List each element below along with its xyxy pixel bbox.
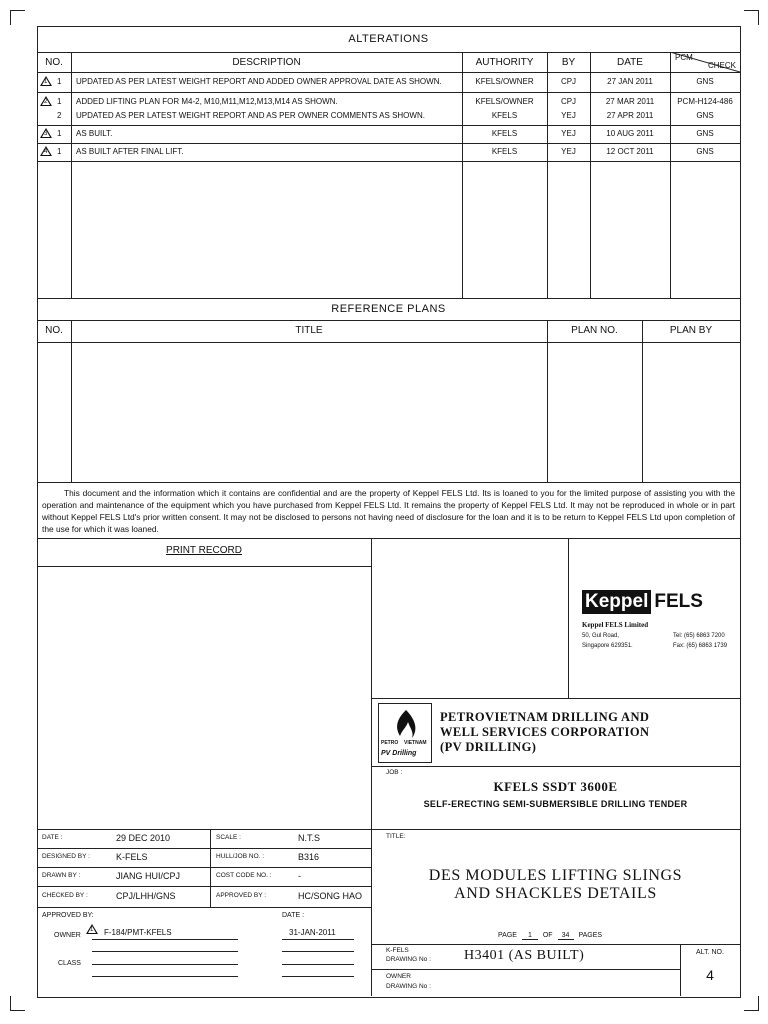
- row-description: UPDATED AS PER LATEST WEIGHT REPORT AND AS PER OWNER COMMENTS AS SHOWN.: [76, 111, 425, 120]
- owner-drawing-label2: DRAWING No :: [386, 983, 431, 990]
- crop-mark-tr: [744, 10, 759, 25]
- kfels-drawing-label1: K-FELS: [386, 947, 409, 954]
- row-no: 1: [57, 77, 62, 86]
- alterations-title: ALTERATIONS: [348, 33, 429, 45]
- client-line3: (PV DRILLING): [440, 740, 537, 754]
- job-sub: SELF-ERECTING SEMI-SUBMERSIBLE DRILLING TENDER: [423, 799, 688, 809]
- row-by: YEJ: [561, 129, 576, 138]
- crop-mark-bl: [10, 996, 25, 1011]
- alt-header-pcm: PCM: [675, 53, 693, 62]
- rev-number: 2: [44, 99, 48, 105]
- row-authority: KFELS/OWNER: [475, 77, 534, 86]
- row-authority: KFELS: [491, 147, 518, 156]
- row-date: 27 JAN 2011: [607, 77, 653, 86]
- row-authority: KFELS/OWNER: [475, 97, 534, 106]
- keppel-addr2: Singapore 629351.: [582, 643, 633, 649]
- print-record-title: PRINT RECORD: [166, 545, 242, 556]
- row-check: GNS: [696, 77, 714, 86]
- job-label: JOB :: [386, 769, 403, 776]
- approved-label: APPROVED BY :: [216, 892, 267, 899]
- row-check: GNS: [696, 129, 714, 138]
- class-label: CLASS: [58, 960, 81, 967]
- page-number: 1: [522, 932, 538, 940]
- approved-by-label: APPROVED BY:: [42, 912, 94, 919]
- reference-title: REFERENCE PLANS: [331, 303, 446, 315]
- row-description: ADDED LIFTING PLAN FOR M4-2, M10,M11,M12,M13,M14 AS SHOWN.: [76, 97, 338, 106]
- designed-value: K-FELS: [116, 852, 148, 862]
- pv-logo-text2: VIETNAM: [404, 740, 427, 746]
- alt-header-no: NO.: [45, 57, 63, 68]
- designed-label: DESIGNED BY :: [42, 853, 90, 860]
- keppel-logo-left: Keppel: [582, 590, 651, 614]
- keppel-logo-right: FELS: [654, 591, 703, 612]
- crop-mark-br: [744, 996, 759, 1011]
- keppel-addr1: 50, Gul Road,: [582, 633, 620, 639]
- pv-flame-icon: [380, 706, 430, 742]
- approved-value: HC/SONG HAO: [298, 891, 363, 901]
- drawing-number: H3401 (AS BUILT): [464, 948, 585, 963]
- keppel-logo: [582, 590, 703, 614]
- row-date: 27 MAR 2011: [605, 97, 655, 106]
- ref-header-plan-no: PLAN NO.: [571, 325, 618, 336]
- pages-total: 34: [558, 932, 574, 940]
- drawn-label: DRAWN BY :: [42, 872, 81, 879]
- alt-no-label: ALT. NO.: [696, 949, 724, 956]
- client-line2: WELL SERVICES CORPORATION: [440, 725, 650, 739]
- row-date: 12 OCT 2011: [606, 147, 654, 156]
- owner-approval-date: 31-JAN-2011: [289, 928, 336, 937]
- alt-header-check: CHECK: [708, 61, 737, 70]
- date-value: 29 DEC 2010: [116, 833, 171, 843]
- rev-number: 3: [44, 131, 48, 137]
- ref-header-plan-by: PLAN BY: [669, 325, 713, 336]
- scale-label: SCALE :: [216, 834, 241, 841]
- drawing-title-line2: AND SHACKLES DETAILS: [454, 885, 657, 902]
- row-no: 2: [57, 111, 62, 120]
- row-date: 27 APR 2011: [606, 111, 654, 120]
- row-authority: KFELS: [491, 129, 518, 138]
- owner-rev: 1: [90, 927, 94, 933]
- alt-no-value: 4: [706, 967, 714, 983]
- page-label: PAGE: [498, 932, 517, 939]
- scale-value: N.T.S: [298, 833, 321, 843]
- kfels-drawing-label2: DRAWING No :: [386, 956, 431, 963]
- pv-drilling-logo: [378, 703, 432, 763]
- alt-header-date: DATE: [617, 57, 643, 68]
- crop-mark-tl: [10, 10, 25, 25]
- row-authority: KFELS: [491, 111, 518, 120]
- row-description: AS BUILT.: [76, 129, 113, 138]
- alt-header-description: DESCRIPTION: [232, 57, 301, 68]
- alt-header-by: BY: [561, 57, 576, 68]
- owner-approval-value: F-184/PMT-KFELS: [104, 928, 172, 937]
- row-date: 10 AUG 2011: [606, 129, 654, 138]
- row-by: CPJ: [560, 77, 577, 86]
- hull-value: B316: [298, 852, 320, 862]
- checked-value: CPJ/LHH/GNS: [116, 891, 176, 901]
- row-description: AS BUILT AFTER FINAL LIFT.: [76, 147, 184, 156]
- cost-label: COST CODE NO. :: [216, 872, 272, 879]
- row-no: 1: [57, 97, 62, 106]
- pv-logo-text3: PV Drilling: [381, 750, 417, 757]
- drawn-value: JIANG HUI/CPJ: [116, 871, 181, 881]
- page-counter: [498, 932, 602, 940]
- row-check: GNS: [696, 147, 714, 156]
- ref-header-no: NO.: [45, 325, 63, 336]
- hull-label: HULL/JOB NO. :: [216, 853, 265, 860]
- date-label: DATE :: [42, 834, 63, 841]
- keppel-fax: Fax: (65) 6863 1739: [673, 643, 728, 649]
- row-description: UPDATED AS PER LATEST WEIGHT REPORT AND ADDED OWNER APPROVAL DATE AS SHOWN.: [76, 77, 442, 86]
- of-label: OF: [542, 932, 553, 939]
- keppel-company: Keppel FELS Limited: [582, 621, 649, 629]
- keppel-tel: Tel: (65) 6863 7200: [673, 633, 725, 639]
- row-by: YEJ: [561, 147, 576, 156]
- rev-number: 1: [44, 79, 48, 85]
- rev-number: 4: [44, 149, 48, 155]
- row-by: YEJ: [561, 111, 576, 120]
- owner-label: OWNER: [54, 932, 81, 939]
- owner-drawing-label1: OWNER: [386, 973, 411, 980]
- pv-logo-text1: PETRO: [381, 740, 399, 746]
- alt-header-authority: AUTHORITY: [475, 57, 534, 68]
- row-check: PCM-H124-486: [677, 97, 733, 106]
- client-line1: PETROVIETNAM DRILLING AND: [440, 710, 650, 724]
- row-no: 1: [57, 147, 62, 156]
- cost-value: -: [298, 871, 301, 881]
- row-check: GNS: [696, 111, 714, 120]
- approval-date-label: DATE :: [282, 912, 305, 919]
- checked-label: CHECKED BY :: [42, 892, 88, 899]
- row-by: CPJ: [560, 97, 577, 106]
- drawing-title-line1: DES MODULES LIFTING SLINGS: [428, 867, 683, 884]
- pages-label: PAGES: [578, 932, 603, 939]
- job-name: KFELS SSDT 3600E: [493, 779, 618, 794]
- ref-header-title: TITLE: [295, 325, 323, 336]
- title-label: TITLE:: [386, 833, 406, 840]
- row-no: 1: [57, 129, 62, 138]
- confidentiality-notice: This document and the information which it contains are confidential and are the property of Keppel FELS Ltd. Its is loaned to you for the limited purpose of assisting you with the operation and maintenance of the equipment which you have purchased from Keppel FELS Ltd. It remains the property of Keppel FELS Ltd. It may not be reproduced in whole or in part without Keppel FELS Ltd's prior written consent. It may not be disclosed to persons not having need of disclosure for the loan and it is to be return to Keppel FELS Ltd upon completion of the use for which it was loaned.: [42, 488, 735, 534]
